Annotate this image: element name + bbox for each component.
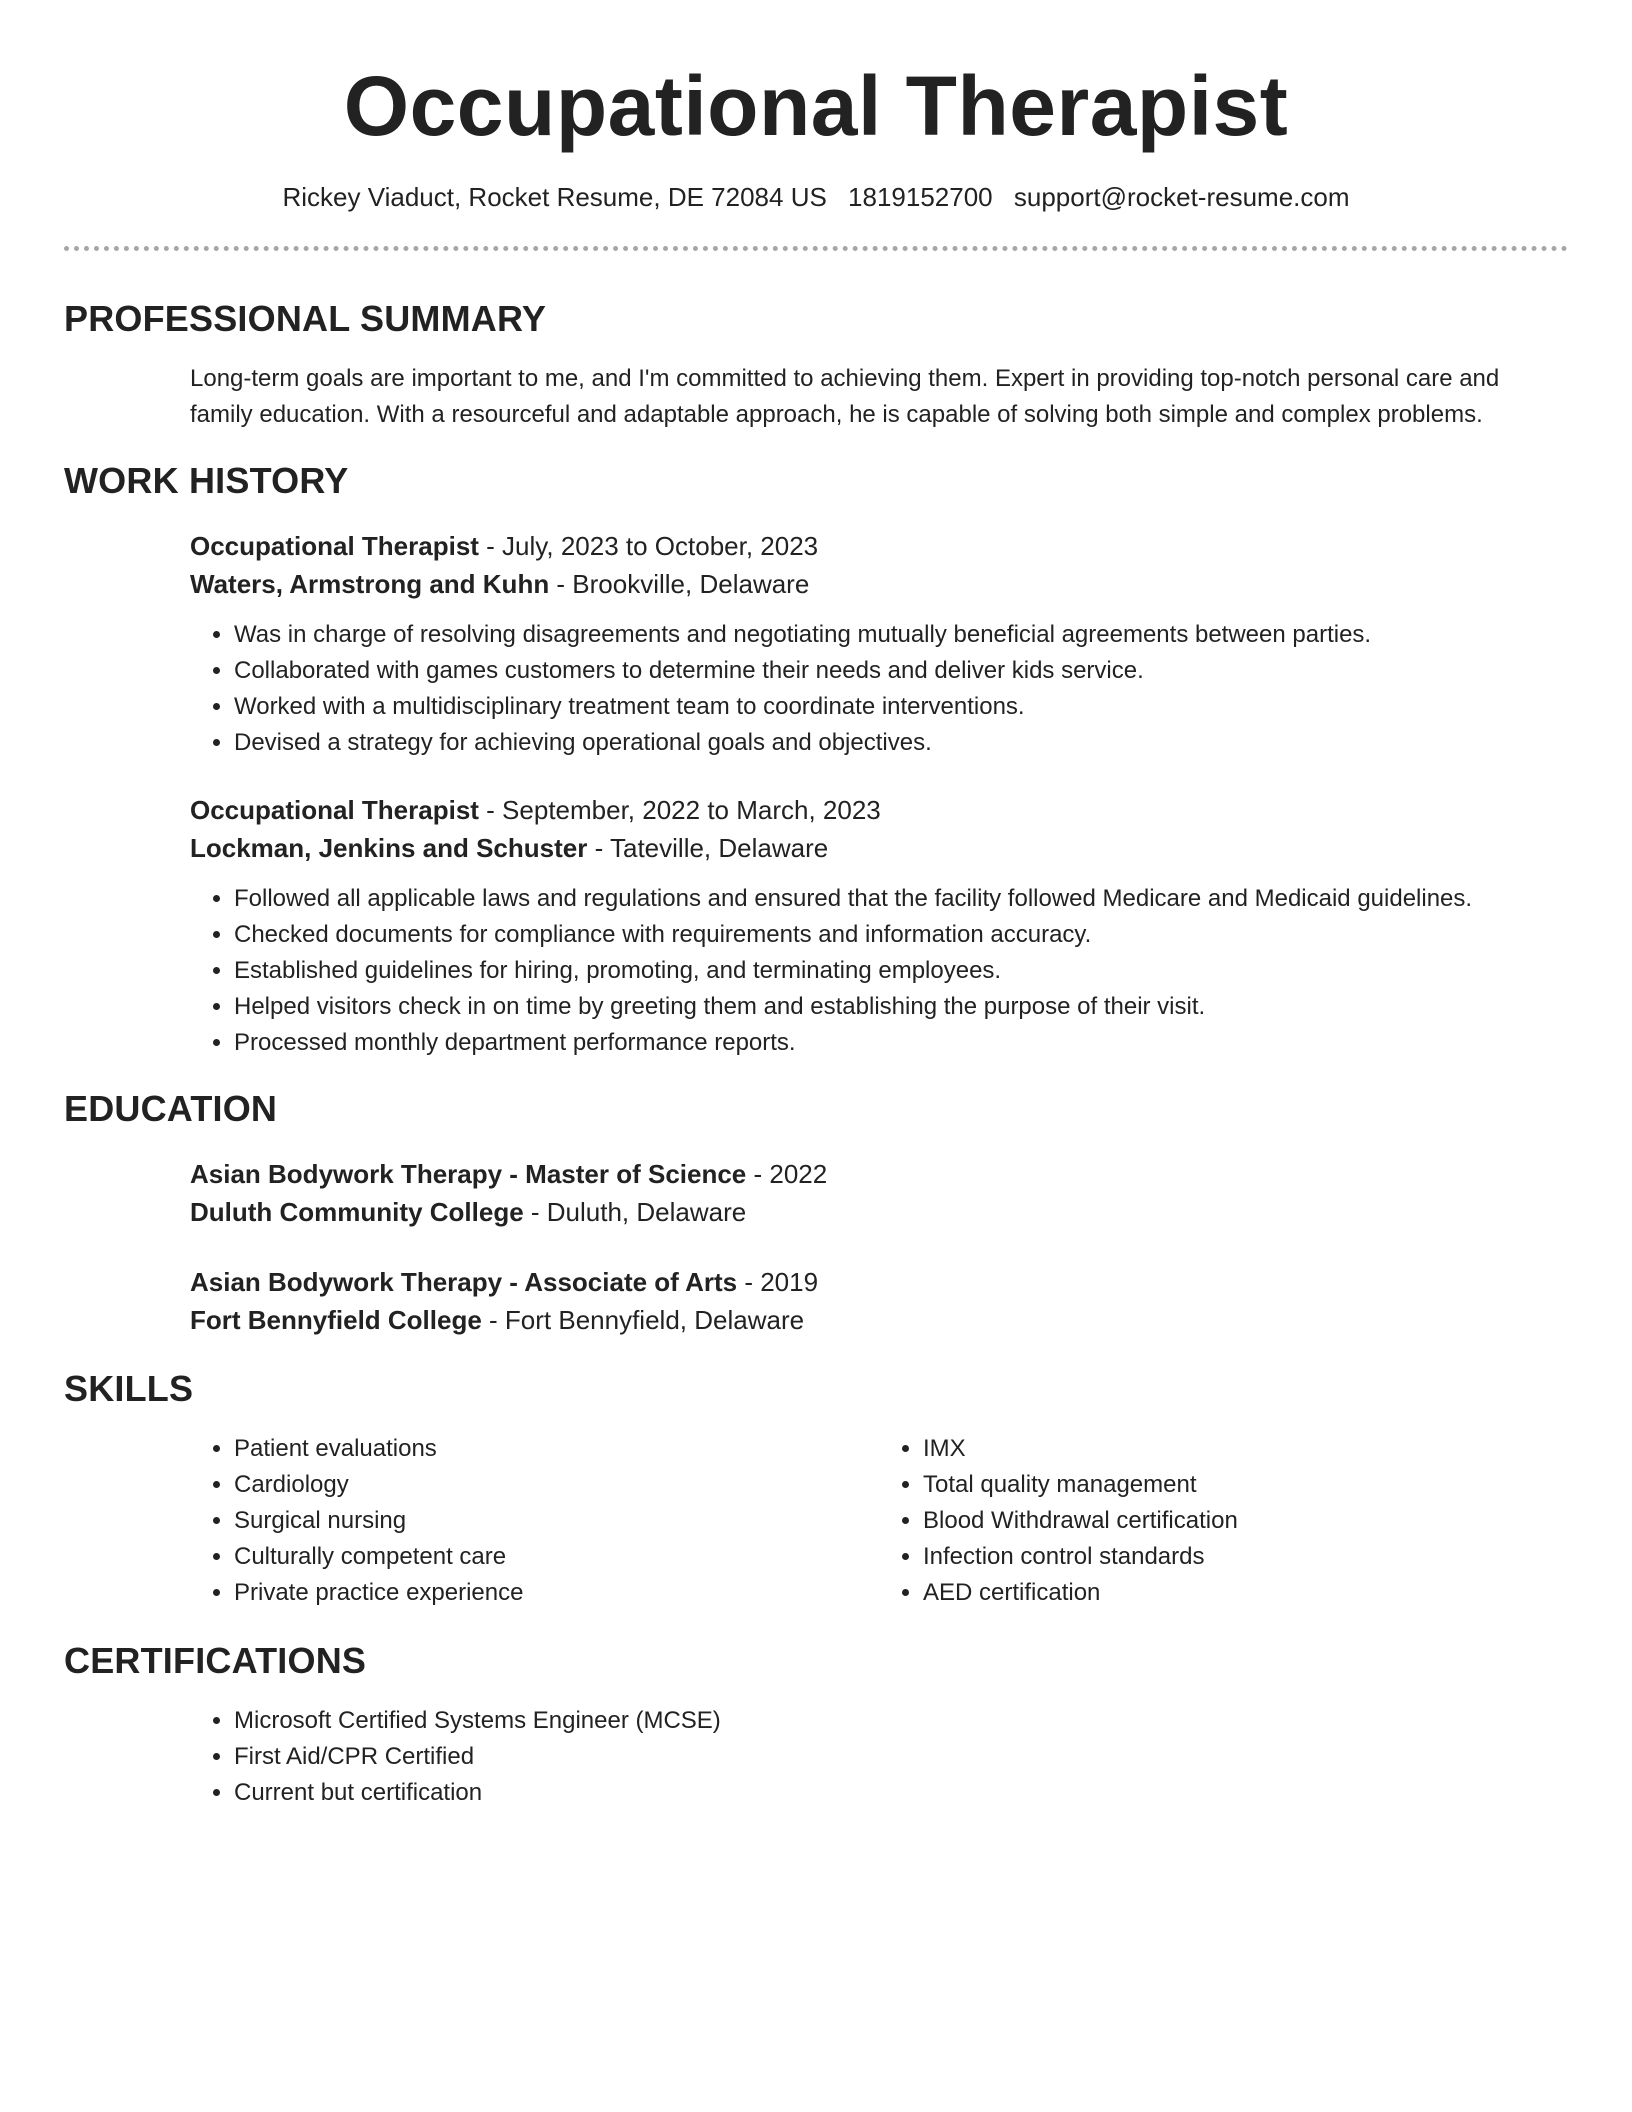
job-company: Waters, Armstrong and Kuhn (190, 569, 550, 599)
contact-line (64, 180, 1568, 214)
job-duties (190, 617, 1568, 761)
job-dates: - September, 2022 to March, 2023 (478, 795, 881, 825)
school-location: - Duluth, Delaware (523, 1197, 747, 1227)
job-entry (64, 527, 1568, 761)
job-duty: • Collaborated with games customers to determine their needs and deliver kids service. (234, 653, 1568, 689)
certifications-section (64, 1639, 1568, 1811)
job-duty: • Was in charge of resolving disagreements and negotiating mutually beneficial agreements between parties. (234, 617, 1568, 653)
skills-column-left (190, 1431, 879, 1611)
job-title-line (190, 527, 1568, 565)
certification-item: • Current but certification (234, 1775, 1568, 1811)
skills-grid (64, 1431, 1568, 1611)
job-duty: • Followed all applicable laws and regulations and ensured that the facility followed Medicare and Medicaid guidelines. (234, 881, 1568, 917)
certifications-list (190, 1703, 1568, 1811)
school-name: Fort Bennyfield College (190, 1305, 482, 1335)
job-duty: • Processed monthly department performance reports. (234, 1025, 1568, 1061)
education-section (64, 1087, 1568, 1339)
work-history-section (64, 459, 1568, 1061)
degree-line (190, 1263, 1568, 1301)
contact-phone: 1819152700 (848, 182, 993, 212)
degree-name: Asian Bodywork Therapy - Master of Science (190, 1159, 747, 1189)
work-history-heading: WORK HISTORY (64, 460, 349, 501)
job-entry (64, 791, 1568, 1061)
skill-item: • AED certification (923, 1575, 1568, 1611)
school-name: Duluth Community College (190, 1197, 524, 1227)
job-company-line (190, 565, 1568, 603)
summary-text: Long-term goals are important to me, and I'm committed to achieving them. Expert in providing top-notch personal care and family education. With a resourceful and adaptable approach, he is capable of solving both simple and complex problems. (190, 365, 1500, 428)
job-duties (190, 881, 1568, 1061)
job-location: - Brookville, Delaware (549, 569, 810, 599)
skill-item: • Patient evaluations (234, 1431, 879, 1467)
school-line (190, 1193, 1568, 1231)
certification-item: • First Aid/CPR Certified (234, 1739, 1568, 1775)
degree-year: - 2019 (737, 1267, 819, 1297)
skills-section (64, 1367, 1568, 1611)
skill-item: • Blood Withdrawal certification (923, 1503, 1568, 1539)
education-entry (64, 1155, 1568, 1231)
resume-title: Occupational Therapist (343, 59, 1289, 153)
skills-column-right (879, 1431, 1568, 1611)
skill-item: • Cardiology (234, 1467, 879, 1503)
job-dates: - July, 2023 to October, 2023 (478, 531, 819, 561)
degree-name: Asian Bodywork Therapy - Associate of Arts (190, 1267, 738, 1297)
job-title-line (190, 791, 1568, 829)
job-title: Occupational Therapist (190, 795, 479, 825)
job-company: Lockman, Jenkins and Schuster (190, 833, 588, 863)
summary-heading: PROFESSIONAL SUMMARY (64, 298, 547, 339)
job-duty: • Worked with a multidisciplinary treatment team to coordinate interventions. (234, 689, 1568, 725)
degree-line (190, 1155, 1568, 1193)
job-duty: • Established guidelines for hiring, promoting, and terminating employees. (234, 953, 1568, 989)
job-duty: • Devised a strategy for achieving operational goals and objectives. (234, 725, 1568, 761)
certification-item: • Microsoft Certified Systems Engineer (MCSE) (234, 1703, 1568, 1739)
degree-year: - 2022 (746, 1159, 828, 1189)
job-duty: • Helped visitors check in on time by greeting them and establishing the purpose of their visit. (234, 989, 1568, 1025)
skill-item: • Total quality management (923, 1467, 1568, 1503)
certifications-heading: CERTIFICATIONS (64, 1640, 367, 1681)
education-entry (64, 1263, 1568, 1339)
contact-email: support@rocket-resume.com (1013, 182, 1350, 212)
skill-item: • IMX (923, 1431, 1568, 1467)
job-title: Occupational Therapist (190, 531, 479, 561)
job-location: - Tateville, Delaware (587, 833, 829, 863)
header-divider (64, 246, 1568, 251)
school-location: - Fort Bennyfield, Delaware (481, 1305, 805, 1335)
skill-item: • Private practice experience (234, 1575, 879, 1611)
education-heading: EDUCATION (64, 1088, 278, 1129)
skill-item: • Culturally competent care (234, 1539, 879, 1575)
skill-item: • Infection control standards (923, 1539, 1568, 1575)
school-line (190, 1301, 1568, 1339)
job-company-line (190, 829, 1568, 867)
job-duty: • Checked documents for compliance with requirements and information accuracy. (234, 917, 1568, 953)
skills-heading: SKILLS (64, 1368, 194, 1409)
contact-address: Rickey Viaduct, Rocket Resume, DE 72084 US (282, 182, 827, 212)
summary-section (64, 297, 1568, 433)
skill-item: • Surgical nursing (234, 1503, 879, 1539)
